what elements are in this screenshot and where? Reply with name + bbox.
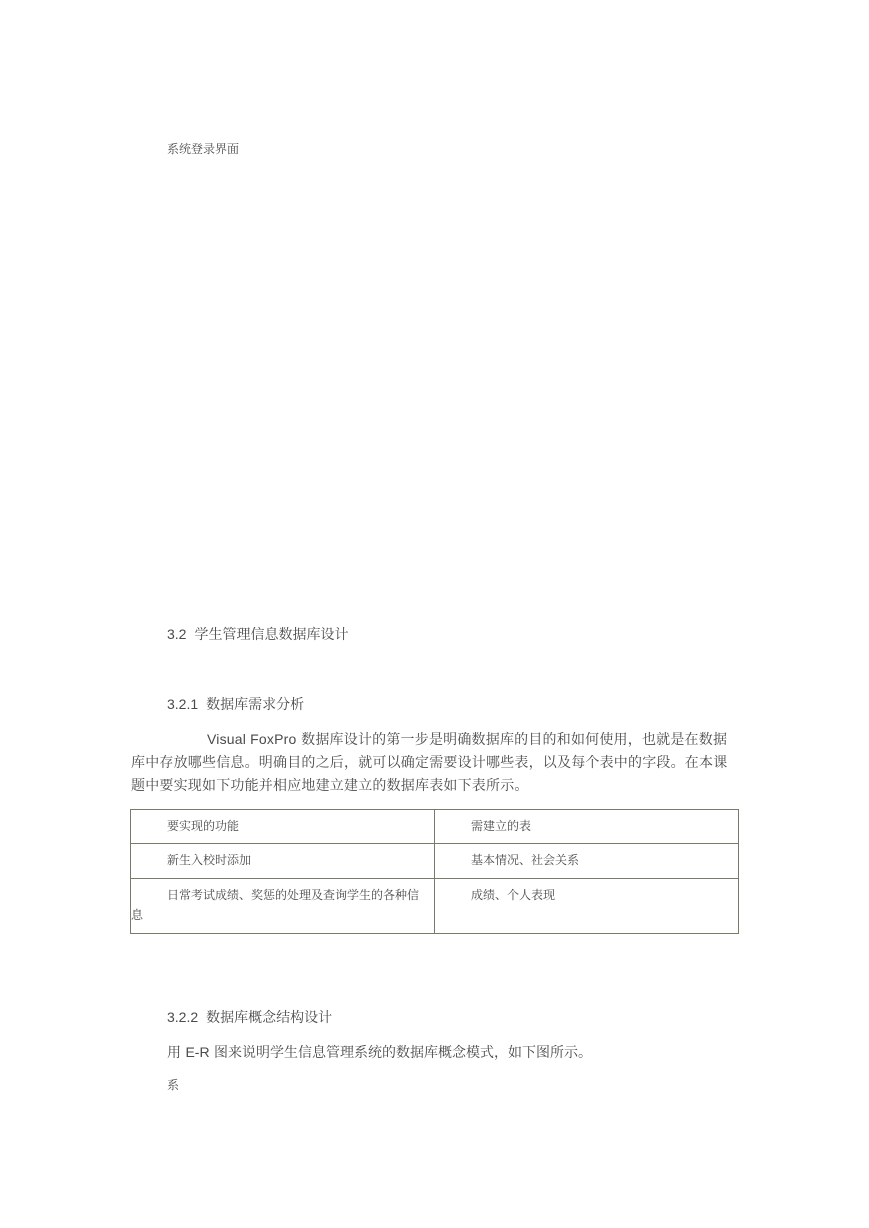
table-header-row (131, 810, 738, 843)
header-cell-function: 要实现的功能 (131, 810, 435, 843)
header-cell-tables: 需建立的表 (471, 819, 532, 833)
section-title: 数据库概念结构设计 (206, 1010, 333, 1026)
section-number: 3.2.1 (167, 696, 199, 712)
table-cell: 基本情况、社会关系 (471, 853, 580, 867)
section-heading-3-2-1 (167, 694, 304, 714)
er-suffix: 图来说明学生信息管理系统的数据库概念模式，如下图所示。 (209, 1045, 593, 1061)
section-heading-3-2-2 (167, 1007, 332, 1027)
requirements-paragraph (131, 728, 731, 798)
er-diagram-sentence (167, 1042, 592, 1062)
section-number: 3.2 (167, 626, 187, 642)
er-prefix: 用 (167, 1045, 186, 1061)
table-cell: 日常考试成绩、奖惩的处理及查询学生的各种信息 (131, 879, 435, 933)
table-row (131, 843, 738, 878)
trailing-text: 系 (167, 1078, 180, 1092)
section-heading-3-2 (167, 624, 348, 644)
section-number: 3.2.2 (167, 1009, 199, 1025)
requirements-table (130, 809, 739, 934)
paragraph-text: 数据库设计的第一步是明确数据库的目的和如何使用，也就是在数据库中存放哪些信息。明确目的之后，就可以确定需要设计哪些表，以及每个表中的字段。在本课题中要实现如下功能并相应地建立建立的数据库表如下表所示。 (131, 732, 728, 794)
table-cell: 成绩、个人表现 (471, 888, 556, 902)
table-cell: 新生入校时添加 (131, 844, 435, 878)
table-row (131, 878, 738, 933)
section-title: 学生管理信息数据库设计 (194, 627, 349, 643)
figure-caption: 系统登录界面 (167, 142, 240, 156)
er-term: E-R (185, 1044, 210, 1060)
product-name: Visual FoxPro (207, 731, 297, 747)
section-title: 数据库需求分析 (206, 697, 305, 713)
